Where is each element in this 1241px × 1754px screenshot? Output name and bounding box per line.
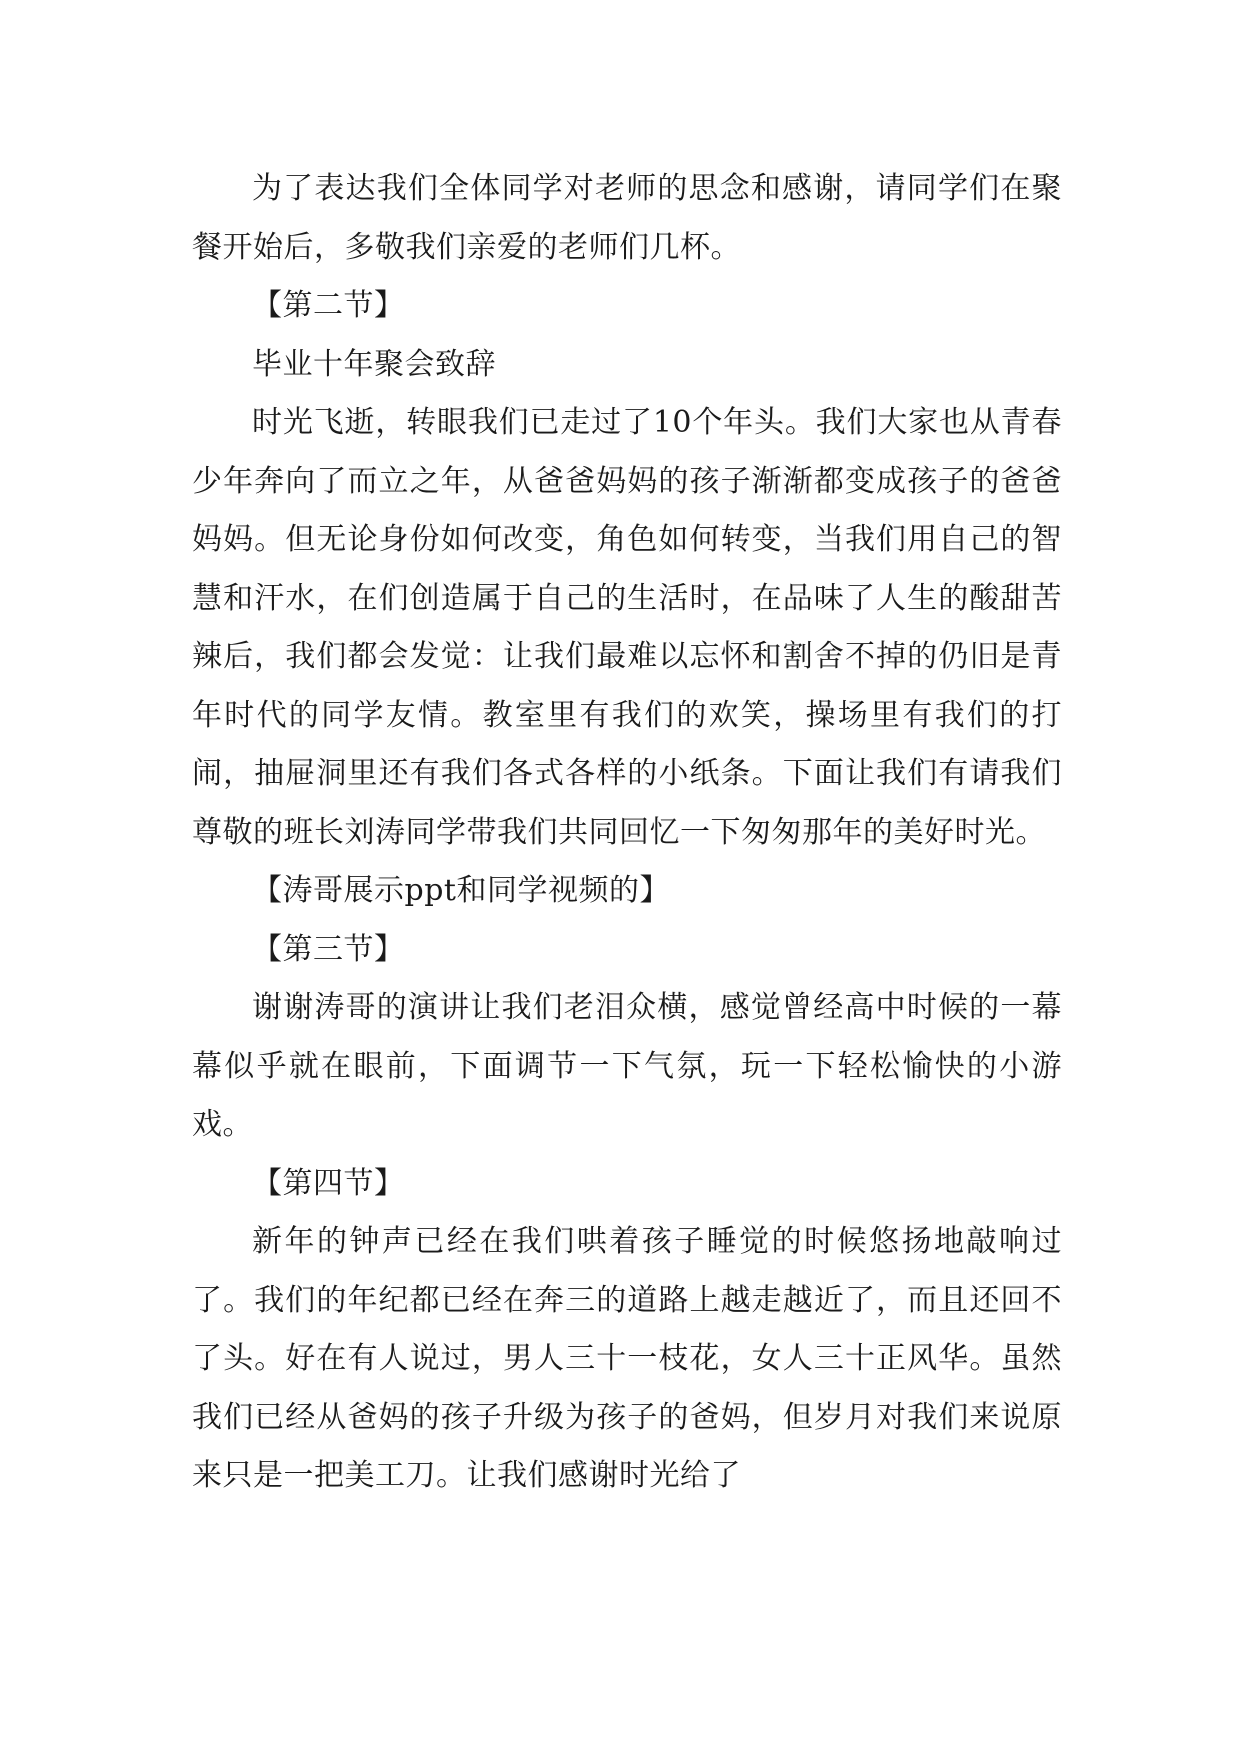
section-heading-3: 【第三节】 — [252, 931, 405, 967]
paragraph-game: 谢谢涛哥的演讲让我们老泪众横，感觉曾经高中时候的一幕幕似乎就在眼前，下面调节一下气氛，玩一下轻松愉快的小游戏。 — [192, 990, 1062, 1142]
note-presentation: 【涛哥展示ppt和同学视频的】 — [252, 873, 670, 908]
document-body — [192, 160, 1062, 1506]
section-heading-2: 【第二节】 — [252, 288, 405, 323]
section-heading-4: 【第四节】 — [252, 1165, 405, 1201]
paragraph-ten-years: 时光飞逝，转眼我们已走过了10个年头。我们大家也从青春少年奔向了而立之年，从爸爸妈妈的孩子渐渐都变成孩子的爸爸妈妈。但无论身份如何改变，角色如何转变，当我们用自己的智慧和汗水，在们创造属于自己的生活时，在品味了人生的酸甜苦辣后，我们都会发觉：让我们最难以忘怀和割舍不掉的仍旧是青年时代的同学友情。教室里有我们的欢笑，操场里有我们的打闹，抽屉洞里还有我们各式各样的小纸条。下面让我们有请我们尊敬的班长刘涛同学带我们共同回忆一下匆匆那年的美好时光。 — [192, 405, 1062, 850]
paragraph-thanks-teachers: 为了表达我们全体同学对老师的思念和感谢，请同学们在聚餐开始后，多敬我们亲爱的老师们几杯。 — [192, 171, 1062, 265]
paragraph-new-year: 新年的钟声已经在我们哄着孩子睡觉的时候悠扬地敲响过了。我们的年纪都已经在奔三的道路上越走越近了，而且还回不了头。好在有人说过，男人三十一枝花，女人三十正风华。虽然我们已经从爸妈的孩子升级为孩子的爸妈，但岁月对我们来说原来只是一把美工刀。让我们感谢时光给了 — [192, 1224, 1062, 1493]
speech-title: 毕业十年聚会致辞 — [252, 346, 496, 382]
